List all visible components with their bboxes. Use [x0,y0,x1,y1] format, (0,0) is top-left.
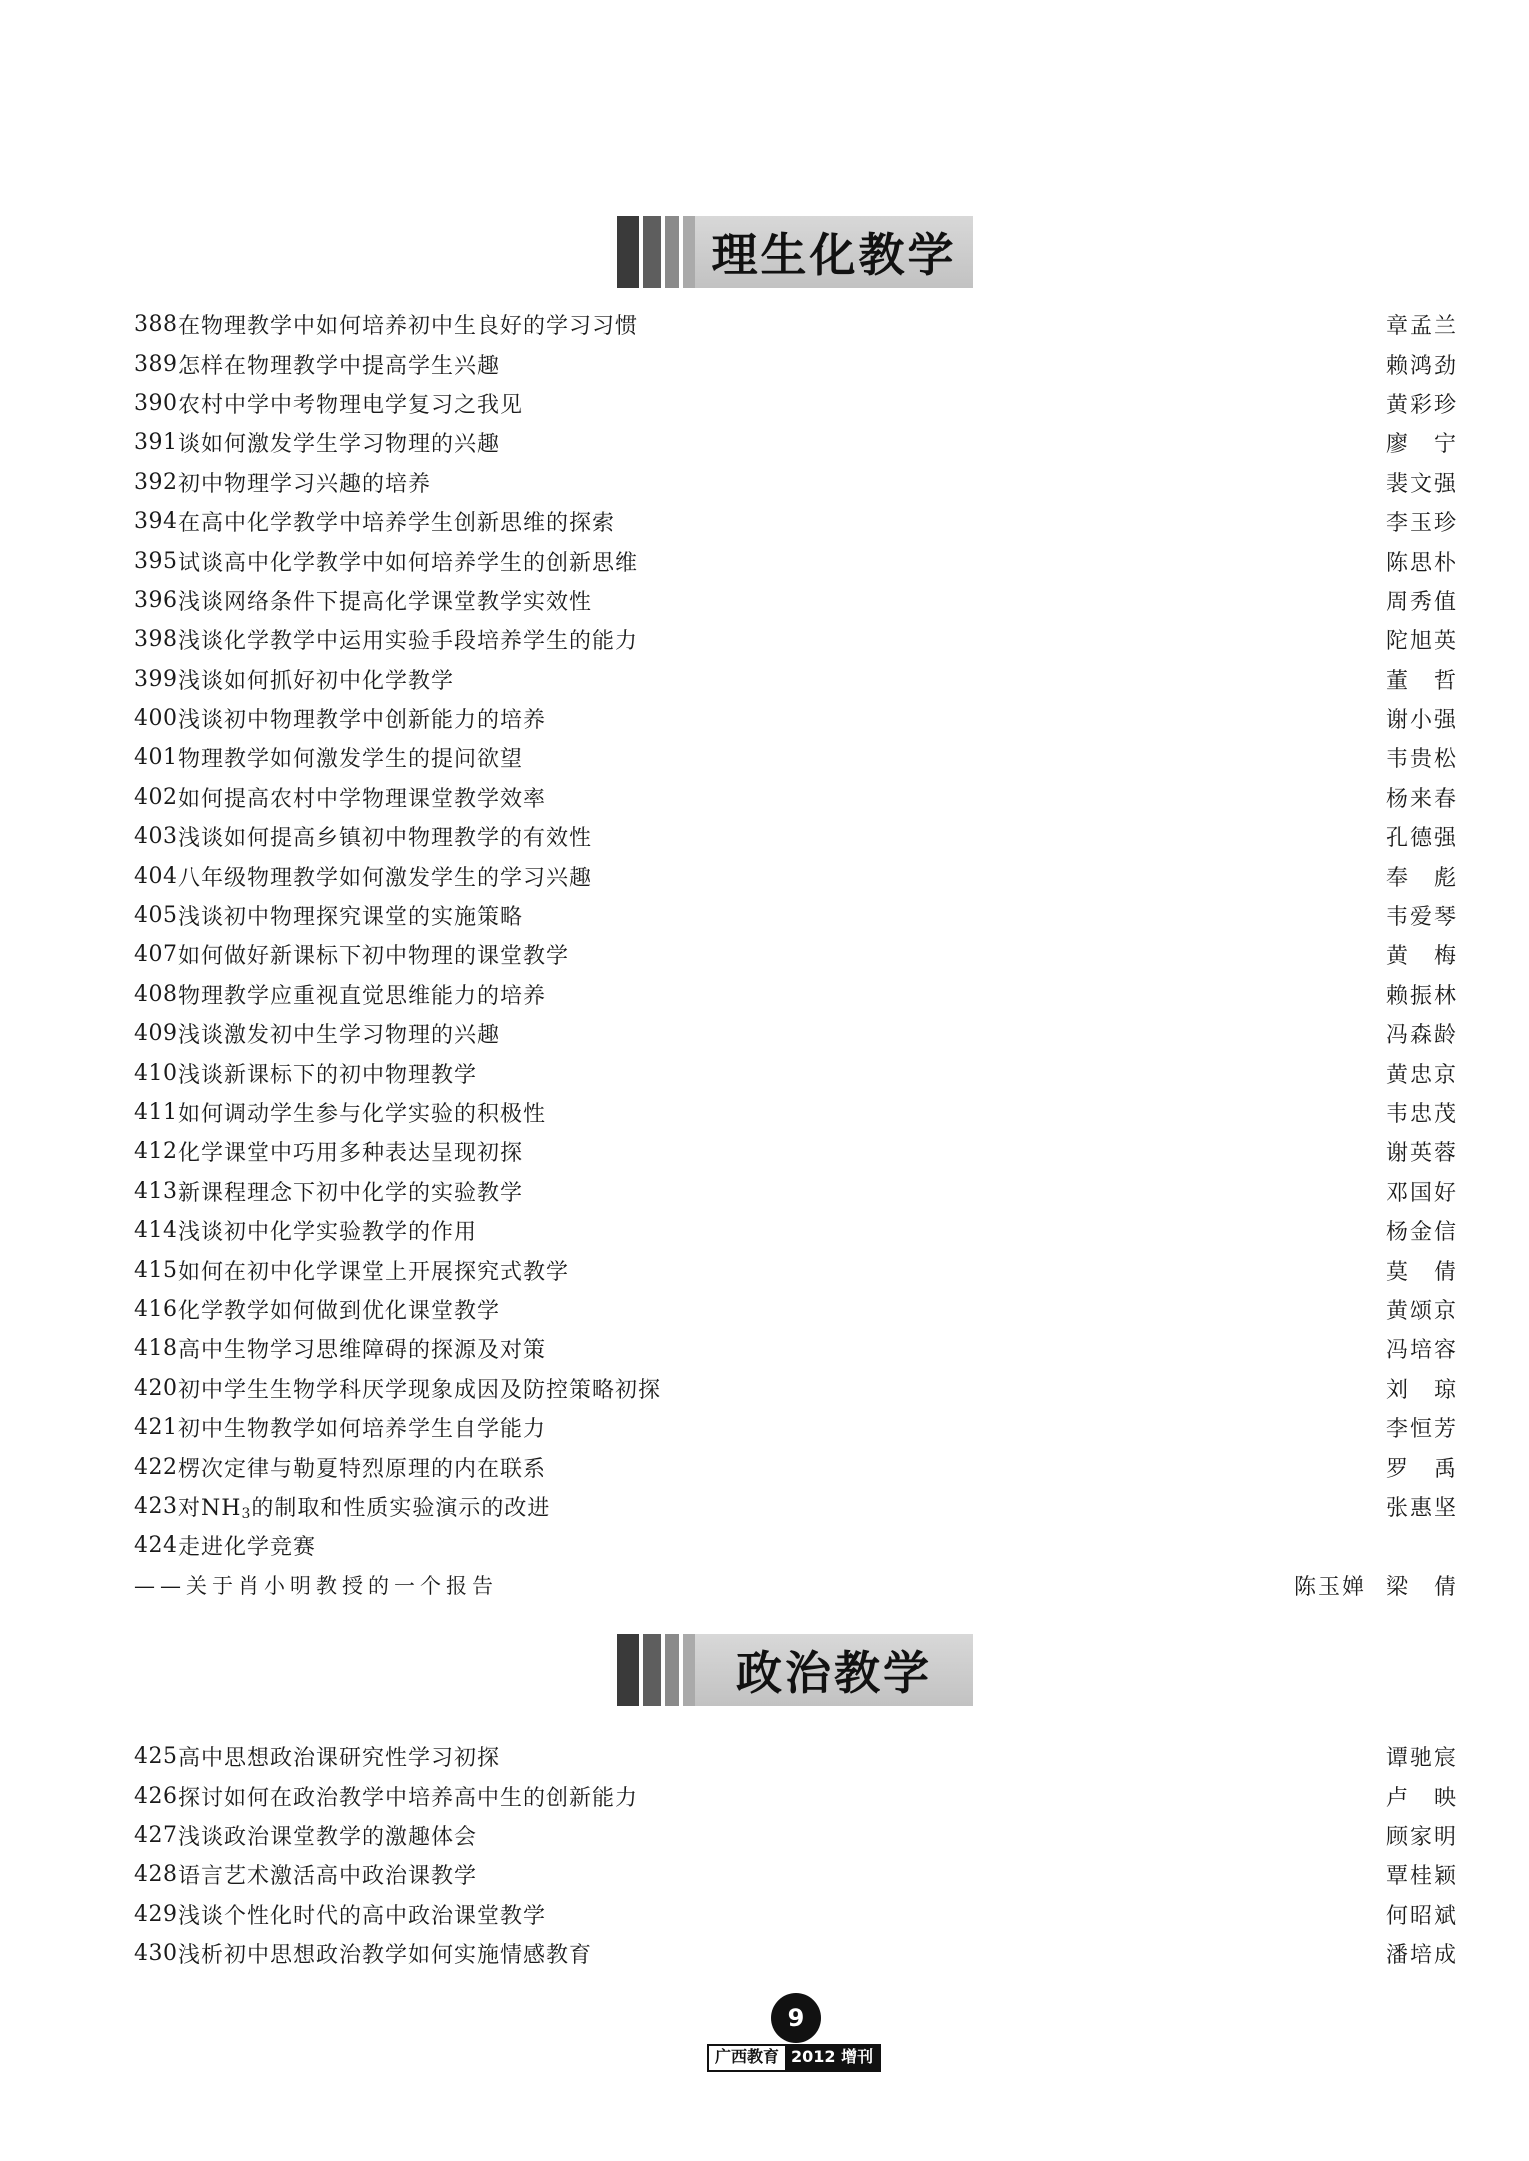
entry-title-subscript: 3 [241,1505,252,1522]
toc-entry[interactable] [134,1093,1456,1132]
entry-author: 董哲 [1386,668,1456,694]
entry-author: 谢英蓉 [1386,1141,1456,1167]
toc-entry[interactable] [134,305,1456,344]
section-title: 政治教学 [736,1646,932,1700]
entry-title: 如何做好新课标下初中物理的课堂教学 [178,944,570,970]
entry-left [134,1530,316,1561]
entry-subtitle: ——关于肖小明教授的一个报告 [134,1574,498,1599]
entry-author: 罗禹 [1386,1456,1456,1482]
entry-author: 韦贵松 [1386,747,1456,773]
entry-title: 浅谈激发初中生学习物理的兴趣 [178,1023,501,1049]
entry-title: 浅谈初中物理教学中创新能力的培养 [178,708,547,734]
toc-entry[interactable] [134,1487,1456,1526]
entry-title: 浅谈初中化学实验教学的作用 [178,1220,478,1246]
journal-issue: 2012 增刊 [785,2046,879,2070]
entry-title: 如何调动学生参与化学实验的积极性 [178,1102,547,1127]
page-number: 9 [771,1993,821,2043]
entry-author: 顾家明 [1386,1824,1456,1850]
toc-entry[interactable] [134,1934,1456,1973]
entry-title: 高中生物学习思维障碍的探源及对策 [178,1338,547,1364]
entry-author: 冯培容 [1386,1338,1456,1364]
entry-left [134,1097,546,1128]
entry-left [134,349,500,380]
entry-page-number: 411 [134,1100,178,1125]
entry-author: 谢小强 [1386,708,1456,734]
entry-title: 新课程理念下初中化学的实验教学 [178,1180,524,1206]
toc-entry[interactable] [134,1447,1456,1486]
entry-page-number: 425 [134,1744,178,1770]
entry-left [134,900,523,931]
entry-author: 黄忠京 [1386,1062,1456,1088]
entry-page-number: 401 [134,745,178,771]
toc-entry[interactable] [134,1329,1456,1368]
toc-entry[interactable] [134,1053,1456,1092]
entry-title: 浅谈新课标下的初中物理教学 [178,1062,478,1088]
toc-entry[interactable] [134,541,1456,580]
entry-author: 莫倩 [1386,1259,1456,1285]
entry-author: 潘培成 [1386,1943,1456,1969]
section-header-politics [617,1634,973,1706]
journal-name: 广西教育 [709,2046,785,2070]
toc-entry[interactable] [134,896,1456,935]
entry-page-number: 410 [134,1060,178,1086]
entry-left [134,1938,592,1969]
entry-left [134,979,546,1010]
entry-left [134,1373,661,1404]
toc-entry[interactable] [134,1408,1456,1447]
toc-entry[interactable] [134,1132,1456,1171]
entry-author: 陀旭英 [1386,629,1456,655]
entry-title: 在高中化学教学中培养学生创新思维的探索 [178,511,616,537]
entry-left [134,624,638,655]
entry-left [134,742,523,773]
entry-title: 如何在初中化学课堂上开展探究式教学 [178,1259,570,1285]
toc-list-physics-chem-bio [134,305,1456,1605]
entry-page-number: 405 [134,903,178,929]
entry-page-number: 420 [134,1375,178,1401]
entry-title: 楞次定律与勒夏特烈原理的内在联系 [178,1456,547,1482]
entry-author: 张惠坚 [1386,1495,1456,1521]
toc-entry[interactable] [134,423,1456,462]
entry-author: 李恒芳 [1386,1417,1456,1443]
entry-page-number: 390 [134,390,178,416]
entry-author: 覃桂颖 [1386,1864,1456,1890]
entry-title-part: 对NH [178,1495,242,1521]
entry-author: 谭驰宸 [1386,1746,1456,1772]
entry-page-number: 424 [134,1533,178,1559]
toc-list-politics [134,1737,1456,1973]
entry-title: 浅谈化学教学中运用实验手段培养学生的能力 [178,629,639,655]
entry-left [134,1018,500,1049]
entry-author: 周秀值 [1386,589,1456,615]
entry-title: 浅谈如何提高乡镇初中物理教学的有效性 [178,826,593,852]
entry-title: 初中生物教学如何培养学生自学能力 [178,1417,547,1443]
entry-page-number: 418 [134,1336,178,1362]
entry-page-number: 416 [134,1296,178,1322]
entry-title: 浅谈网络条件下提高化学课堂教学实效性 [178,589,593,615]
section-header-physics-chem-bio [617,216,973,288]
entry-left [134,861,592,892]
entry-title: 八年级物理教学如何激发学生的学习兴趣 [178,865,593,891]
toc-entry[interactable] [134,935,1456,974]
entry-left [134,388,523,419]
banner-stripes [617,216,695,288]
entry-page-number: 430 [134,1941,178,1967]
entry-page-number: 388 [134,312,178,338]
entry-title [178,1491,550,1522]
entry-author: 韦爱琴 [1386,905,1456,931]
entry-authors [1294,1570,1456,1601]
entry-left [134,703,546,734]
toc-entry[interactable] [134,1250,1456,1289]
entry-page-number: 412 [134,1139,178,1165]
entry-page-number: 391 [134,430,178,456]
entry-left [134,1058,477,1089]
entry-left [134,1570,498,1600]
entry-page-number: 421 [134,1415,178,1441]
toc-entry[interactable] [134,1526,1456,1565]
entry-left [134,1781,638,1812]
toc-entry[interactable] [134,738,1456,777]
entry-left [134,506,615,537]
entry-page-number: 408 [134,981,178,1007]
entry-title: 化学课堂中巧用多种表达呈现初探 [178,1141,524,1167]
entry-title: 农村中学中考物理电学复习之我见 [178,392,524,418]
entry-page-number: 429 [134,1901,178,1927]
entry-author: 杨金信 [1386,1220,1456,1246]
journal-badge [707,2044,881,2072]
entry-left [134,427,500,458]
entry-page-number: 396 [134,587,178,613]
entry-author: 李玉珍 [1386,511,1456,537]
entry-author: 邓国好 [1386,1180,1456,1206]
entry-author: 梁倩 [1386,1574,1456,1600]
banner-stripes [617,1634,695,1706]
toc-entry[interactable] [134,1172,1456,1211]
toc-entry[interactable] [134,778,1456,817]
entry-left [134,1452,546,1483]
entry-title: 浅谈个性化时代的高中政治课堂教学 [178,1903,547,1929]
toc-entry[interactable] [134,1566,1456,1605]
toc-entry[interactable] [134,1211,1456,1250]
entry-title: 初中学生生物学科厌学现象成因及防控策略初探 [178,1377,662,1403]
entry-title: 谈如何激发学生学习物理的兴趣 [178,432,501,458]
toc-entry[interactable] [134,463,1456,502]
entry-left [134,1820,477,1851]
entry-left [134,1491,550,1522]
toc-entry[interactable] [134,1855,1456,1894]
toc-entry[interactable] [134,1369,1456,1408]
entry-author: 陈玉婵 [1294,1574,1364,1600]
entry-author: 赖鸿劲 [1386,353,1456,379]
toc-entry[interactable] [134,660,1456,699]
entry-title: 高中思想政治课研究性学习初探 [178,1746,501,1772]
entry-page-number: 415 [134,1257,178,1283]
entry-author: 黄颂京 [1386,1298,1456,1324]
entry-left [134,1412,546,1443]
entry-author: 赖振林 [1386,983,1456,1009]
entry-title: 浅谈政治课堂教学的激趣体会 [178,1824,478,1850]
entry-title: 语言艺术激活高中政治课教学 [178,1864,478,1890]
entry-page-number: 404 [134,863,178,889]
entry-title: 如何提高农村中学物理课堂教学效率 [178,786,547,812]
entry-left [134,939,569,970]
entry-author: 何昭斌 [1386,1903,1456,1929]
entry-title: 浅谈如何抓好初中化学教学 [178,668,455,694]
toc-entry[interactable] [134,1895,1456,1934]
entry-author: 陈思朴 [1386,550,1456,576]
entry-title: 化学教学如何做到优化课堂教学 [178,1298,501,1324]
toc-entry[interactable] [134,975,1456,1014]
toc-entry[interactable] [134,1776,1456,1815]
toc-entry[interactable] [134,856,1456,895]
entry-title: 走进化学竞赛 [178,1535,317,1561]
entry-page-number: 423 [134,1493,178,1519]
section-title: 理生化教学 [711,228,957,282]
entry-left [134,1899,546,1930]
entry-page-number: 399 [134,666,178,692]
entry-author: 韦忠茂 [1386,1102,1456,1127]
entry-page-number: 395 [134,548,178,574]
toc-entry[interactable] [134,699,1456,738]
entry-author: 卢映 [1386,1785,1456,1811]
entry-left [134,664,454,695]
entry-left [134,782,546,813]
entry-page-number: 413 [134,1178,178,1204]
entry-title: 物理教学如何激发学生的提问欲望 [178,747,524,773]
entry-title: 在物理教学中如何培养初中生良好的学习习惯 [178,314,639,340]
entry-left [134,467,431,498]
entry-left [134,1176,523,1207]
entry-left [134,1741,500,1772]
entry-left [134,585,592,616]
entry-left [134,821,592,852]
toc-entry[interactable] [134,502,1456,541]
entry-left [134,1215,477,1246]
entry-author: 杨来春 [1386,786,1456,812]
toc-entry[interactable] [134,1014,1456,1053]
toc-entry[interactable] [134,1816,1456,1855]
entry-author: 黄梅 [1386,944,1456,970]
entry-page-number: 402 [134,784,178,810]
entry-title: 探讨如何在政治教学中培养高中生的创新能力 [178,1785,639,1811]
toc-entry[interactable] [134,620,1456,659]
entry-left [134,1333,546,1364]
entry-author: 奉彪 [1386,865,1456,891]
entry-page-number: 409 [134,1021,178,1047]
entry-title: 浅谈初中物理探究课堂的实施策略 [178,905,524,931]
entry-page-number: 389 [134,351,178,377]
toc-entry[interactable] [134,581,1456,620]
entry-title: 浅析初中思想政治教学如何实施情感教育 [178,1943,593,1969]
entry-page-number: 427 [134,1822,178,1848]
entry-page-number: 414 [134,1218,178,1244]
entry-author: 廖宁 [1386,432,1456,458]
entry-author: 刘琼 [1386,1377,1456,1403]
entry-page-number: 398 [134,627,178,653]
toc-entry[interactable] [134,1737,1456,1776]
entry-left [134,1255,569,1286]
entry-page-number: 426 [134,1783,178,1809]
entry-author: 孔德强 [1386,826,1456,852]
entry-title: 物理教学应重视直觉思维能力的培养 [178,983,547,1009]
entry-page-number: 422 [134,1454,178,1480]
entry-author: 冯森龄 [1386,1023,1456,1049]
entry-title: 试谈高中化学教学中如何培养学生的创新思维 [178,550,639,576]
entry-left [134,546,638,577]
entry-left [134,309,638,340]
entry-title: 初中物理学习兴趣的培养 [178,471,432,497]
entry-author: 章孟兰 [1386,314,1456,340]
entry-left [134,1294,500,1325]
entry-title-part: 的制取和性质实验演示的改进 [251,1495,551,1521]
entry-page-number: 428 [134,1862,178,1888]
entry-page-number: 394 [134,509,178,535]
toc-entry[interactable] [134,1290,1456,1329]
toc-entry[interactable] [134,384,1456,423]
entry-page-number: 400 [134,706,178,732]
entry-title: 怎样在物理教学中提高学生兴趣 [178,353,501,379]
toc-entry[interactable] [134,344,1456,383]
entry-page-number: 392 [134,469,178,495]
entry-page-number: 407 [134,942,178,968]
entry-author: 裴文强 [1386,471,1456,497]
toc-entry[interactable] [134,817,1456,856]
entry-author: 黄彩珍 [1386,392,1456,418]
entry-left [134,1136,523,1167]
entry-left [134,1859,477,1890]
entry-page-number: 403 [134,824,178,850]
